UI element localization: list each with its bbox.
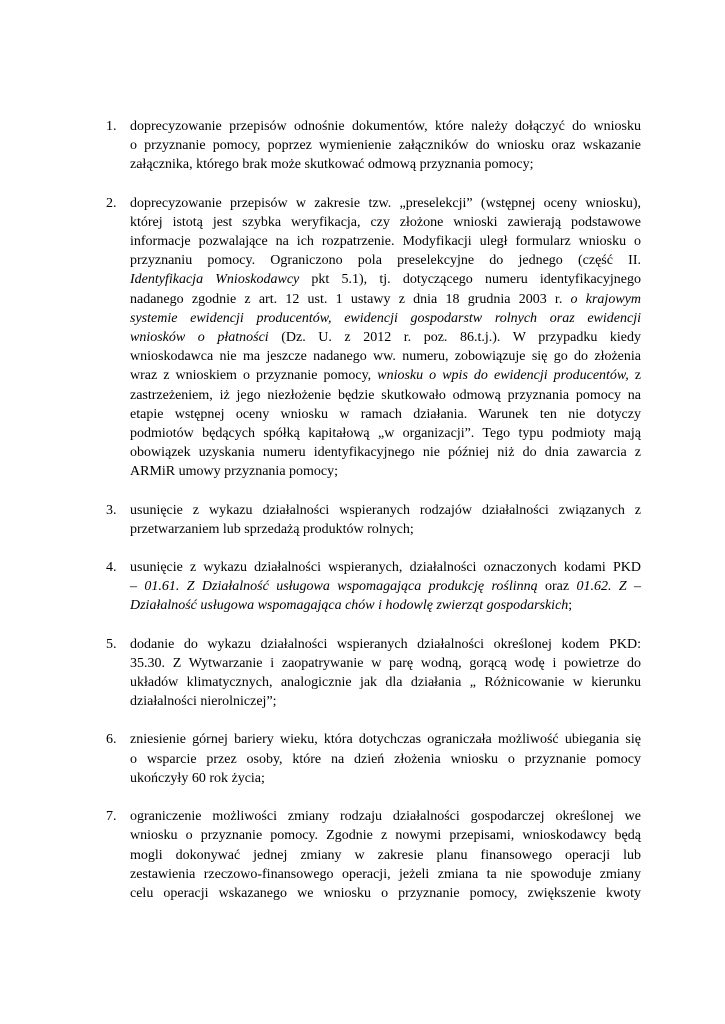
text-segment: dodanie do wykazu działalności wspieranych działalności określonej kodem PKD: [130,636,641,652]
paragraph-line [130,596,641,615]
list-item [106,194,641,482]
paragraph-line [130,155,641,174]
list-item [106,730,641,788]
text-segment: – [130,579,145,595]
text-segment: nadanego zgodnie z art. 12 ust. 1 ustawy z dnia 18 grudnia 2003 r. [130,291,571,307]
text-segment: przetwarzaniem lub sprzedażą produktów rolnych; [130,521,414,537]
paragraph-line [130,558,641,577]
italic-text: 01.62. Z – [576,579,642,595]
list-item-number: 7. [106,809,117,825]
paragraph-line [130,846,641,865]
text-segment: obowiązek uzyskania numeru identyfikacyjnego nie później niż do dnia zawarcia z [130,445,641,461]
text-segment: układów klimatycznych, analogicznie jak dla działania „ Różnicowanie w kierunku [130,675,641,691]
paragraph-line [130,443,641,462]
text-segment: etapie wstępnej oceny wniosku w ramach działania. Warunek ten nie dotyczy [130,406,641,422]
text-segment: podmiotów będących spółką kapitałową „w organizacji”. Tego typu podmioty mają [130,426,641,442]
paragraph-line [130,328,641,347]
list-item-number: 4. [106,560,117,576]
paragraph-line [130,577,641,596]
list-item [106,558,641,616]
paragraph-line [130,865,641,884]
text-segment: mogli dokonywać jednej zmiany w zakresie planu finansowego operacji lub [130,847,641,863]
text-segment: wraz z wnioskiem o przyznanie pomocy, [130,368,378,384]
italic-text: o krajowym [570,291,641,307]
paragraph-line [130,692,641,711]
text-segment: celu operacji wskazanego we wniosku o przyznanie pomocy, zwiększenie kwoty [130,885,641,901]
paragraph-line [130,194,641,213]
list-item-number: 1. [106,119,117,134]
paragraph-line [130,520,641,539]
text-segment: wnioskodawca nie ma jeszcze nadanego ww. numeru, zobowiązuje się go do złożenia [130,349,641,365]
text-segment: doprecyzowanie przepisów w zakresie tzw. „preselekcji” (wstępnej oceny wniosku), [130,195,641,211]
paragraph-line [130,386,641,405]
paragraph-line [130,136,641,155]
paragraph-line [130,673,641,692]
numbered-list [106,117,641,922]
paragraph-line [130,750,641,769]
text-segment: pkt 5.1), tj. dotyczącego numeru identyfikacyjnego [299,272,641,288]
paragraph-line [130,290,641,309]
list-item-number: 3. [106,502,117,518]
paragraph-line [130,654,641,673]
list-item [106,117,641,175]
list-item-number: 6. [106,732,117,748]
italic-text: Działalność usługowa wspomagająca chów i hodowlę zwierząt gospodarskich [130,598,569,614]
paragraph-line [130,117,641,136]
paragraph-line [130,366,641,385]
text-segment: wniosku o przyznanie pomocy. Zgodnie z nowymi przepisami, wnioskodawcy będą [130,828,641,844]
text-segment: działalności nierolniczej”; [130,694,277,710]
italic-text: systemie ewidencji producentów, ewidencji gospodarstw rolnych oraz ewidencji [130,310,641,326]
text-segment: ograniczenie możliwości zmiany rodzaju działalności gospodarczej określonej we [130,809,641,825]
paragraph-line [130,424,641,443]
italic-text: Identyfikacja Wnioskodawcy [130,272,300,288]
paragraph-line [130,730,641,749]
paragraph-line [130,501,641,520]
text-segment: 35.30. Z Wytwarzanie i zaopatrywanie w parę wodną, gorącą wodę i powietrze do [130,655,641,671]
list-item-number: 2. [106,195,117,211]
paragraph-line [130,270,641,289]
text-segment: zniesienie górnej bariery wieku, która dotychczas ograniczała możliwość ubiegania się [130,732,641,748]
text-segment: ARMiR umowy przyznania pomocy; [130,464,339,480]
italic-text: wniosków o płatności [130,330,269,346]
list-item [106,807,641,903]
italic-text: wniosku o wpis do ewidencji producentów, [377,368,629,384]
text-segment: z [628,368,641,384]
text-segment: ukończyły 60 rok życia; [130,770,265,786]
text-segment: doprecyzowanie przepisów odnośnie dokumentów, które należy dołączyć do wniosku [130,119,641,134]
paragraph-line [130,769,641,788]
text-segment: zastrzeżeniem, iż jego niezłożenie będzie skutkowało odmową przyznania pomocy na [130,387,641,403]
text-segment: oraz [537,579,577,595]
text-segment: informacje pozwalające na ich rozpatrzenie. Modyfikacji uległ formularz wniosku o [130,234,641,250]
text-segment: (Dz. U. z 2012 r. poz. 86.t.j.). W przypadku kiedy [268,330,641,346]
text-segment: załącznika, którego brak może skutkować odmową przyznania pomocy; [130,157,534,173]
text-segment: o przyznanie pomocy, poprzez wymienienie załączników do wniosku oraz wskazanie [130,138,641,154]
paragraph-line [130,635,641,654]
text-segment: ; [568,598,573,614]
paragraph-line [130,405,641,424]
text-segment: usunięcie z wykazu działalności wspieranych, działalności oznaczonych kodami PKD [130,560,641,576]
paragraph-line [130,213,641,232]
paragraph-line [130,884,641,903]
text-segment: zestawienia rzeczowo-finansowego operacji, jeżeli zmiana ta nie spowoduje zmiany [130,866,641,882]
paragraph-line [130,347,641,366]
paragraph-line [130,251,641,270]
paragraph-line [130,232,641,251]
italic-text: 01.61. Z Działalność usługowa wspomagająca produkcję roślinną [144,579,538,595]
list-item [106,501,641,539]
list-item [106,635,641,712]
text-segment: przyznaniu pomocy. Ograniczono pola preselekcyjne do jednego (część II. [130,253,641,269]
paragraph-line [130,826,641,845]
text-segment: o wsparcie przez osoby, które na dzień złożenia wniosku o przyznanie pomocy [130,751,641,767]
paragraph-line [130,807,641,826]
list-item-number: 5. [106,636,117,652]
text-segment: usunięcie z wykazu działalności wspieranych rodzajów działalności związanych z [130,502,641,518]
paragraph-line [130,309,641,328]
text-segment: której istotą jest szybka weryfikacja, czy złożone wnioski zawierają podstawowe [130,214,641,230]
paragraph-line [130,462,641,481]
